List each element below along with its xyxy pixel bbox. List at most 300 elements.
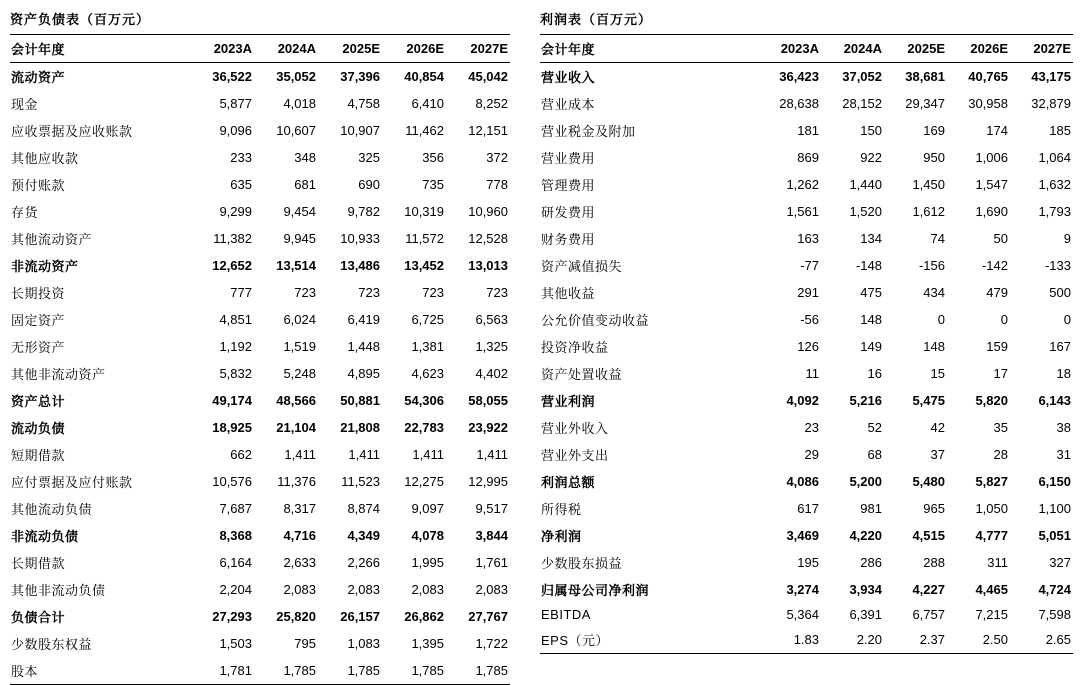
row-value: 18,925 [212, 420, 252, 435]
row-value: 50,881 [340, 393, 380, 408]
row-value: 723 [422, 285, 444, 300]
table-row [10, 306, 510, 333]
row-value: 23,922 [468, 420, 508, 435]
row-value: 3,274 [786, 582, 819, 597]
table-row [10, 603, 510, 630]
row-value: 1,503 [219, 636, 252, 651]
table-row [10, 495, 510, 522]
row-label: 应付票据及应付账款 [11, 475, 133, 490]
header-year-column: 2027E [1033, 41, 1071, 56]
row-value: 1,395 [411, 636, 444, 651]
row-label: 研发费用 [541, 205, 596, 220]
row-value: 12,151 [468, 123, 508, 138]
row-value: 1,050 [975, 501, 1008, 516]
row-value: 167 [1049, 339, 1071, 354]
row-value: 12,275 [404, 474, 444, 489]
row-value: 500 [1049, 285, 1071, 300]
row-value: 11,462 [405, 123, 444, 138]
table-row [540, 279, 1073, 306]
row-value: 233 [230, 150, 252, 165]
table-row [540, 117, 1073, 144]
table-row [10, 468, 510, 495]
table-row [10, 252, 510, 279]
row-label: 现金 [11, 97, 39, 112]
row-value: 10,576 [212, 474, 252, 489]
row-label: 资产处置收益 [541, 367, 623, 382]
table-row [10, 117, 510, 144]
row-value: 68 [867, 447, 882, 462]
table-row [540, 198, 1073, 225]
table-row [10, 441, 510, 468]
row-value: 13,514 [276, 258, 316, 273]
row-value: 4,758 [347, 96, 380, 111]
row-value: 6,725 [411, 312, 444, 327]
row-value: 9,945 [283, 231, 316, 246]
row-value: 1,785 [347, 663, 380, 678]
balance-sheet-title: 资产负债表（百万元） [10, 4, 510, 35]
row-value: 15 [930, 366, 945, 381]
row-value: 5,475 [912, 393, 945, 408]
table-row [10, 90, 510, 117]
row-value: 723 [358, 285, 380, 300]
row-value: 4,078 [411, 528, 444, 543]
row-label: 存货 [11, 205, 39, 220]
row-value: 13,452 [404, 258, 444, 273]
row-value: 159 [986, 339, 1008, 354]
row-value: 778 [486, 177, 508, 192]
row-label: 其他非流动资产 [11, 367, 106, 382]
row-value: 149 [860, 339, 882, 354]
row-value: 13,013 [468, 258, 508, 273]
row-value: 10,319 [404, 204, 444, 219]
row-value: 311 [987, 555, 1008, 570]
row-value: 11,523 [341, 474, 380, 489]
row-value: 6,757 [912, 607, 945, 622]
table-row [540, 626, 1073, 654]
row-value: 38 [1056, 420, 1071, 435]
table-row [10, 63, 510, 91]
row-value: 869 [797, 150, 819, 165]
table-row [540, 549, 1073, 576]
row-value: 723 [486, 285, 508, 300]
row-label: 营业利润 [541, 394, 596, 409]
row-value: 35,052 [276, 69, 316, 84]
row-value: 181 [797, 123, 819, 138]
row-value: 2,083 [347, 582, 380, 597]
row-label: 股本 [11, 664, 39, 679]
row-label: 管理费用 [541, 178, 596, 193]
row-value: 10,907 [340, 123, 380, 138]
row-value: 10,607 [276, 123, 316, 138]
row-value: 36,522 [212, 69, 252, 84]
row-value: 134 [860, 231, 882, 246]
row-value: 4,092 [786, 393, 819, 408]
row-value: 13,486 [340, 258, 380, 273]
row-value: 1,781 [219, 663, 252, 678]
row-value: 7,687 [219, 501, 252, 516]
row-label: 营业税金及附加 [541, 124, 636, 139]
row-value: 16 [867, 366, 882, 381]
row-value: 291 [797, 285, 819, 300]
header-year-column: 2023A [780, 41, 819, 56]
row-value: 169 [923, 123, 945, 138]
row-label: EBITDA [541, 607, 591, 622]
row-value: 2,204 [219, 582, 252, 597]
table-row [10, 198, 510, 225]
row-value: 6,391 [849, 607, 882, 622]
table-row [10, 171, 510, 198]
row-value: 1,612 [912, 204, 945, 219]
row-value: 3,934 [849, 582, 882, 597]
table-row [540, 387, 1073, 414]
row-value: 48,566 [276, 393, 316, 408]
row-value: 475 [860, 285, 882, 300]
table-row [540, 441, 1073, 468]
row-value: 28,152 [842, 96, 882, 111]
row-value: 1,520 [849, 204, 882, 219]
row-value: 28,638 [779, 96, 819, 111]
row-value: 1,519 [283, 339, 316, 354]
row-value: 5,820 [975, 393, 1008, 408]
row-value: 52 [867, 420, 882, 435]
row-label: 其他流动负债 [11, 502, 93, 517]
row-value: 29 [804, 447, 819, 462]
header-year-column: 2026E [970, 41, 1008, 56]
table-row [10, 630, 510, 657]
row-value: 723 [294, 285, 316, 300]
row-label: 财务费用 [541, 232, 596, 247]
table-row [540, 63, 1073, 91]
row-value: 2.50 [982, 632, 1008, 647]
row-label: 营业收入 [541, 70, 596, 85]
row-value: 22,783 [404, 420, 444, 435]
row-value: 17 [993, 366, 1008, 381]
balance-sheet-section [10, 4, 510, 685]
row-value: 681 [294, 177, 316, 192]
table-row [540, 360, 1073, 387]
row-value: 37,052 [842, 69, 882, 84]
row-value: 12,528 [468, 231, 508, 246]
row-value: 35 [993, 420, 1008, 435]
row-value: 29,347 [905, 96, 945, 111]
row-value: 74 [930, 231, 945, 246]
table-row [10, 576, 510, 603]
row-value: 27,293 [212, 609, 252, 624]
row-label: 利润总额 [541, 475, 596, 490]
row-value: 25,820 [276, 609, 316, 624]
header-year-column: 2024A [277, 41, 316, 56]
row-value: 5,832 [219, 366, 252, 381]
row-label: 营业成本 [541, 97, 596, 112]
table-row [540, 171, 1073, 198]
row-value: 9,517 [475, 501, 508, 516]
row-value: 5,480 [912, 474, 945, 489]
row-value: 777 [230, 285, 252, 300]
row-value: 2,083 [411, 582, 444, 597]
row-value: 6,143 [1038, 393, 1071, 408]
row-value: 9,299 [219, 204, 252, 219]
table-row [540, 252, 1073, 279]
row-value: 735 [422, 177, 444, 192]
row-value: 195 [797, 555, 819, 570]
row-label: 营业外收入 [541, 421, 609, 436]
row-value: 11,382 [213, 231, 252, 246]
row-label: 预付账款 [11, 178, 66, 193]
row-value: 31 [1056, 447, 1071, 462]
row-value: 1,785 [411, 663, 444, 678]
row-value: 58,055 [468, 393, 508, 408]
row-value: 40,765 [968, 69, 1008, 84]
row-value: 635 [230, 177, 252, 192]
table-row [10, 279, 510, 306]
row-value: 2,083 [475, 582, 508, 597]
row-label: 应收票据及应收账款 [11, 124, 133, 139]
table-row [10, 333, 510, 360]
row-label: 流动负债 [11, 421, 66, 436]
row-value: 5,248 [283, 366, 316, 381]
header-year-column: 2023A [213, 41, 252, 56]
row-value: 32,879 [1031, 96, 1071, 111]
row-label: 固定资产 [11, 313, 66, 328]
row-value: 1,083 [347, 636, 380, 651]
row-value: 27,767 [468, 609, 508, 624]
row-value: 1,690 [975, 204, 1008, 219]
row-value: 965 [923, 501, 945, 516]
row-value: 8,317 [283, 501, 316, 516]
row-value: 10,933 [340, 231, 380, 246]
table-row [540, 495, 1073, 522]
table-row [540, 90, 1073, 117]
row-value: 1,192 [219, 339, 252, 354]
row-value: 5,364 [786, 607, 819, 622]
row-value: 1,448 [347, 339, 380, 354]
table-row [10, 225, 510, 252]
row-value: 1,100 [1038, 501, 1071, 516]
row-value: 1,547 [975, 177, 1008, 192]
header-year-column: 2025E [907, 41, 945, 56]
row-value: 1,793 [1038, 204, 1071, 219]
table-row [540, 603, 1073, 626]
row-label: 所得税 [541, 502, 582, 517]
header-year-column: 2026E [406, 41, 444, 56]
row-label: 流动资产 [11, 70, 66, 85]
row-label: 少数股东损益 [541, 556, 623, 571]
row-value: 163 [797, 231, 819, 246]
row-value: 8,874 [347, 501, 380, 516]
row-value: 9,454 [283, 204, 316, 219]
row-label: 净利润 [541, 529, 582, 544]
row-value: 30,958 [968, 96, 1008, 111]
table-row [540, 576, 1073, 603]
row-value: 325 [358, 150, 380, 165]
row-label: 营业费用 [541, 151, 596, 166]
table-row [10, 549, 510, 576]
row-value: 21,104 [276, 420, 316, 435]
row-value: 6,419 [347, 312, 380, 327]
row-value: 6,164 [219, 555, 252, 570]
row-value: 348 [294, 150, 316, 165]
row-value: 1,785 [475, 663, 508, 678]
row-value: 2,633 [283, 555, 316, 570]
row-value: 9,782 [347, 204, 380, 219]
row-value: 36,423 [779, 69, 819, 84]
row-value: 795 [294, 636, 316, 651]
row-value: 4,515 [912, 528, 945, 543]
row-value: 4,349 [347, 528, 380, 543]
row-value: 7,598 [1038, 607, 1071, 622]
table-row [540, 522, 1073, 549]
table-row [10, 657, 510, 685]
row-value: 950 [923, 150, 945, 165]
row-value: 4,851 [219, 312, 252, 327]
table-row [10, 414, 510, 441]
row-value: 126 [797, 339, 819, 354]
row-value: 1,995 [411, 555, 444, 570]
row-value: 286 [860, 555, 882, 570]
row-label: 非流动资产 [11, 259, 79, 274]
row-value: 0 [1063, 312, 1071, 327]
row-value: 54,306 [404, 393, 444, 408]
row-value: 18 [1056, 366, 1071, 381]
row-value: 4,716 [283, 528, 316, 543]
row-value: 2.37 [919, 632, 945, 647]
row-value: 662 [230, 447, 252, 462]
row-label: 非流动负债 [11, 529, 79, 544]
table-row [540, 414, 1073, 441]
row-value: 288 [923, 555, 945, 570]
income-statement-section [540, 4, 1073, 654]
row-label: 长期借款 [11, 556, 66, 571]
row-value: 4,623 [411, 366, 444, 381]
row-value: 4,227 [912, 582, 945, 597]
row-value: 1,722 [475, 636, 508, 651]
row-value: 6,024 [283, 312, 316, 327]
table-row [540, 468, 1073, 495]
row-value: 40,854 [404, 69, 444, 84]
row-label: 其他流动资产 [11, 232, 93, 247]
row-value: 9,097 [411, 501, 444, 516]
row-value: 8,368 [219, 528, 252, 543]
row-value: 50 [993, 231, 1008, 246]
row-value: 4,724 [1038, 582, 1071, 597]
row-label: 其他非流动负债 [11, 583, 106, 598]
row-value: 690 [358, 177, 380, 192]
row-value: 148 [923, 339, 945, 354]
table-row [540, 306, 1073, 333]
row-value: 922 [860, 150, 882, 165]
row-value: 981 [860, 501, 882, 516]
row-value: 1,381 [411, 339, 444, 354]
row-value: 174 [986, 123, 1008, 138]
row-value: 49,174 [212, 393, 252, 408]
row-value: 4,220 [849, 528, 882, 543]
row-label: 其他收益 [541, 286, 596, 301]
row-value: 3,844 [475, 528, 508, 543]
row-value: 1,411 [476, 447, 508, 462]
row-value: -56 [800, 312, 819, 327]
row-value: 1,411 [412, 447, 444, 462]
row-value: 5,827 [975, 474, 1008, 489]
row-value: 2.20 [856, 632, 882, 647]
row-value: 23 [804, 420, 819, 435]
row-value: -148 [855, 258, 882, 273]
row-value: 1,411 [284, 447, 316, 462]
header-year-column: 2027E [470, 41, 508, 56]
row-value: 479 [986, 285, 1008, 300]
row-value: 37 [930, 447, 945, 462]
table-row [10, 144, 510, 171]
row-value: 4,018 [283, 96, 316, 111]
income-statement-table [540, 35, 1073, 654]
row-value: 12,652 [212, 258, 252, 273]
row-value: 38,681 [905, 69, 945, 84]
row-value: 4,465 [975, 582, 1008, 597]
table-row [540, 225, 1073, 252]
row-value: 1,785 [283, 663, 316, 678]
row-value: 11 [805, 366, 819, 381]
row-value: 434 [923, 285, 945, 300]
table-row [540, 333, 1073, 360]
row-value: 5,877 [219, 96, 252, 111]
row-value: 2,266 [347, 555, 380, 570]
row-value: 37,396 [340, 69, 380, 84]
row-value: 4,402 [475, 366, 508, 381]
row-value: 1,325 [475, 339, 508, 354]
row-value: 43,175 [1031, 69, 1071, 84]
row-value: 0 [937, 312, 945, 327]
row-value: 6,410 [411, 96, 444, 111]
row-value: 1,064 [1038, 150, 1071, 165]
row-value: 1,262 [786, 177, 819, 192]
row-value: 1.83 [793, 632, 819, 647]
row-label: 负债合计 [11, 610, 66, 625]
row-value: 327 [1049, 555, 1071, 570]
row-value: 0 [1000, 312, 1008, 327]
row-value: 148 [860, 312, 882, 327]
row-value: 11,376 [277, 474, 316, 489]
header-year-column: 2025E [342, 41, 380, 56]
row-value: 42 [930, 420, 945, 435]
row-value: 5,216 [849, 393, 882, 408]
row-value: 150 [860, 123, 882, 138]
row-label: 少数股东权益 [11, 637, 93, 652]
row-value: 2.65 [1045, 632, 1071, 647]
row-value: 26,862 [404, 609, 444, 624]
row-value: 4,895 [347, 366, 380, 381]
row-value: 21,808 [340, 420, 380, 435]
row-value: 4,086 [786, 474, 819, 489]
row-value: 1,561 [786, 204, 819, 219]
row-value: -77 [800, 258, 819, 273]
row-value: 1,761 [475, 555, 508, 570]
row-value: -156 [918, 258, 945, 273]
balance-sheet-table [10, 35, 510, 685]
row-value: -133 [1044, 258, 1071, 273]
row-value: 1,411 [348, 447, 380, 462]
row-value: 1,440 [849, 177, 882, 192]
row-value: 28 [993, 447, 1008, 462]
row-value: 10,960 [468, 204, 508, 219]
row-label: 归属母公司净利润 [541, 583, 650, 598]
row-value: 3,469 [786, 528, 819, 543]
row-label: 短期借款 [11, 448, 66, 463]
row-value: 2,083 [283, 582, 316, 597]
table-row [10, 522, 510, 549]
table-header-row [10, 35, 510, 63]
row-label: 其他应收款 [11, 151, 79, 166]
row-value: 372 [486, 150, 508, 165]
row-label: 长期投资 [11, 286, 66, 301]
